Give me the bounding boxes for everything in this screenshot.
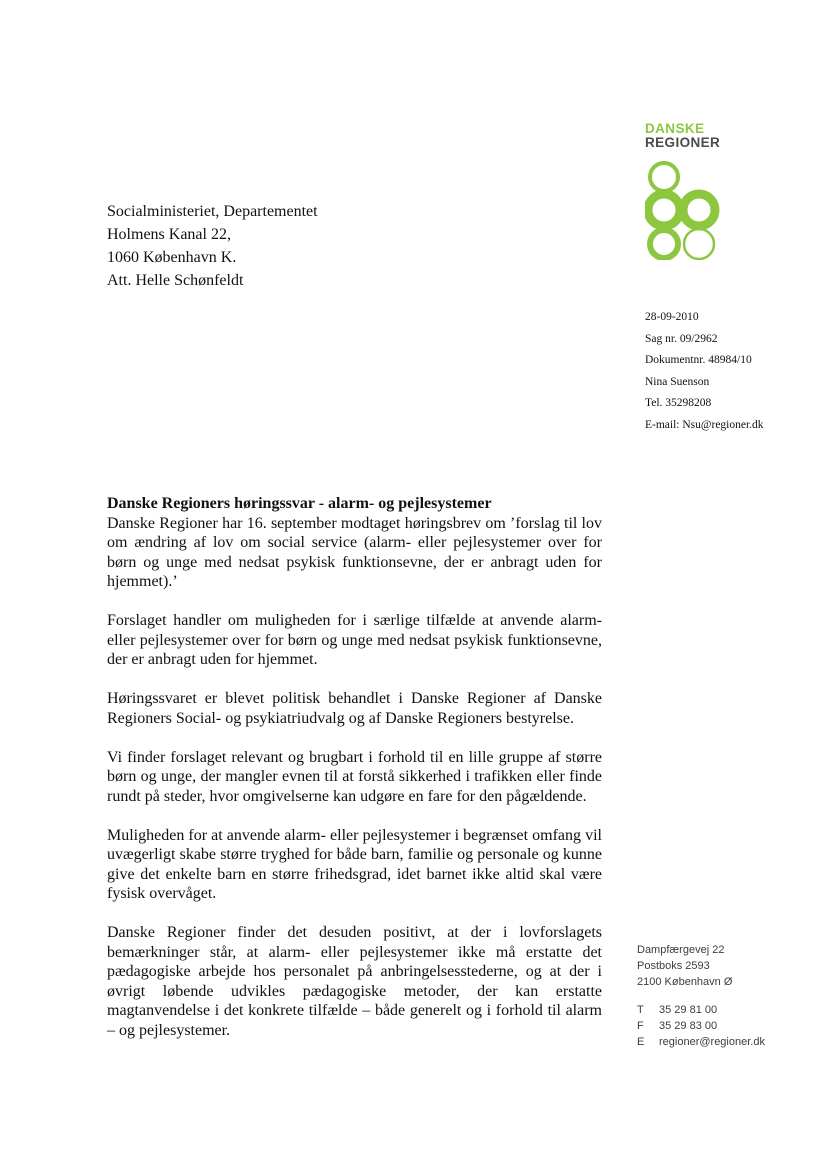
footer-city: 2100 København Ø [637, 976, 733, 988]
meta-date: 28-09-2010 [645, 311, 699, 323]
letter-paragraph: Høringssvaret er blevet politisk behandlet i Danske Regioner af Danske Regioners Social- og psykiatriudvalg og af Danske Regioners bestyrelse. [107, 690, 602, 727]
contact-key: E [637, 1036, 645, 1048]
letter-paragraph: Muligheden for at anvende alarm- eller pejlesystemer i begrænset omfang vil uvægerligt skabe større tryghed for både barn, familie og personale og kunne give det enkelte barn en større frihedsgrad, idet barnet ikke altid skal være fysisk overvåget. [107, 826, 602, 902]
recipient-address [107, 200, 318, 292]
footer-fax-row [637, 1018, 765, 1034]
footer-pobox: Postboks 2593 [637, 960, 710, 972]
footer-email-row [637, 1034, 765, 1050]
contact-value: 35 29 83 00 [659, 1020, 718, 1032]
letter-paragraph: Danske Regioner finder det desuden positivt, at der i lovforslagets bemærkninger står, at alarm- eller pejlesystemer ikke må erstatte det pædagogiske arbejde hos personalet på anbringelsesstederne, og at der i øvrigt løbende udvikles pædagogiske metoder, der kan erstatte magtanvendelse i det konkrete tilfælde – både generelt og i forhold til alarm – og pejlesystemer. [107, 924, 602, 1039]
meta-document-number: Dokumentnr. 48984/10 [645, 354, 752, 366]
logo-circles-icon [645, 160, 725, 260]
contact-value: 35 29 81 00 [659, 1004, 718, 1016]
footer-contact [637, 942, 765, 1050]
meta-sender-name: Nina Suenson [645, 375, 710, 388]
meta-email: E-mail: Nsu@regioner.dk [645, 418, 764, 431]
letter-paragraph: Danske Regioner har 16. september modtaget høringsbrev om ’forslag til lov om ændring af lov om social service (alarm- eller pejlesystemer over for børn og unge med nedsat psykisk funktionsevne, der er anbragt uden for hjemmet).’ [107, 514, 602, 590]
logo-text-regioner: REGIONER [645, 135, 721, 150]
letter-body [107, 494, 602, 1060]
meta-phone: Tel. 35298208 [645, 397, 712, 409]
logo [645, 122, 735, 150]
footer-contact-list [637, 1002, 765, 1050]
letter-heading: Danske Regioners høringssvar - alarm- og pejlesystemer [107, 495, 492, 512]
recipient-line: Att. Helle Schønfeldt [107, 272, 244, 289]
document-meta [645, 307, 764, 436]
footer-phone-row [637, 1002, 765, 1018]
letter-paragraph: Forslaget handler om muligheden for i særlige tilfælde at anvende alarm- eller pejlesystemer over for børn og unge med nedsat psykisk funktionsevne, der er anbragt uden for hjemmet. [107, 612, 602, 668]
footer-street: Dampfærgevej 22 [637, 944, 725, 956]
contact-value: regioner@regioner.dk [659, 1036, 765, 1048]
recipient-line: Holmens Kanal 22, [107, 226, 231, 243]
letter-paragraph: Vi finder forslaget relevant og brugbart i forhold til en lille gruppe af større børn og unge, der mangler evnen til at forstå sikkerhed i trafikken eller finde rundt på steder, hvor omgivelserne kan udgøre en fare for den pågældende. [107, 748, 602, 805]
recipient-line: 1060 København K. [107, 249, 237, 266]
contact-key: F [637, 1020, 644, 1032]
logo-text-danske: DANSKE [645, 121, 705, 136]
recipient-line: Socialministeriet, Departementet [107, 203, 318, 220]
contact-key: T [637, 1004, 644, 1016]
meta-case-number: Sag nr. 09/2962 [645, 332, 718, 345]
